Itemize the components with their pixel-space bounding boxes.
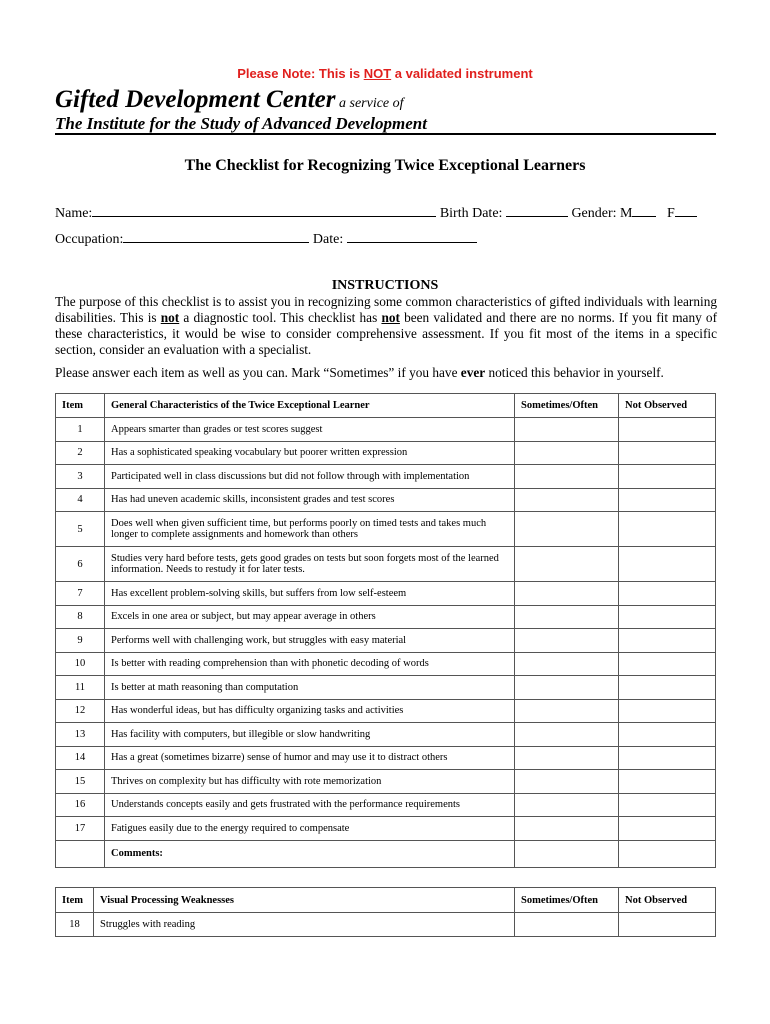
item-number: 8 — [56, 605, 105, 629]
table-row — [56, 547, 716, 582]
item-header: Item — [56, 888, 94, 913]
sometimes-checkbox-cell[interactable] — [515, 817, 619, 841]
comments-row — [56, 840, 716, 867]
item-number: 6 — [56, 547, 105, 582]
not-observed-checkbox-cell[interactable] — [619, 817, 716, 841]
instructions-paragraph: The purpose of this checklist is to assist you in recognizing some common characteristics of gifted individuals with learning disabilities. This is not a diagnostic tool. This checklist has not been validated and there are no norms. If you fit many of these characteristics, it would be wise to consider comprehensive assessment. If you fit most of the items in a specific section, consider an evaluation with a specialist. — [55, 294, 717, 357]
item-text: Thrives on complexity but has difficulty with rote memorization — [105, 770, 515, 794]
item-text: Understands concepts easily and gets frustrated with the performance requirements — [105, 793, 515, 817]
item-text: Participated well in class discussions but did not follow through with implementation — [105, 465, 515, 489]
item-number: 3 — [56, 465, 105, 489]
not-observed-checkbox-cell[interactable] — [619, 746, 716, 770]
general-characteristics-table — [55, 393, 716, 868]
sometimes-checkbox-cell[interactable] — [515, 582, 619, 606]
table-row — [56, 488, 716, 512]
table-row — [56, 676, 716, 700]
table-row — [56, 770, 716, 794]
not-observed-checkbox-cell[interactable] — [619, 629, 716, 653]
sometimes-checkbox-cell[interactable] — [515, 652, 619, 676]
item-number: 17 — [56, 817, 105, 841]
not-observed-checkbox-cell[interactable] — [619, 465, 716, 489]
not-observed-header: Not Observed — [619, 394, 716, 418]
sometimes-checkbox-cell[interactable] — [515, 770, 619, 794]
table-row — [56, 441, 716, 465]
birth-date-field[interactable] — [506, 203, 568, 217]
item-text: Has facility with computers, but illegible or slow handwriting — [105, 723, 515, 747]
table-row — [56, 723, 716, 747]
not-observed-checkbox-cell[interactable] — [619, 512, 716, 547]
item-number: 14 — [56, 746, 105, 770]
table-row — [56, 699, 716, 723]
checklist-title: The Checklist for Recognizing Twice Exceptional Learners — [184, 157, 586, 174]
item-number: 11 — [56, 676, 105, 700]
item-text: Has excellent problem-solving skills, but suffers from low self-esteem — [105, 582, 515, 606]
item-text: Excels in one area or subject, but may appear average in others — [105, 605, 515, 629]
item-text: Performs well with challenging work, but struggles with easy material — [105, 629, 515, 653]
item-number: 4 — [56, 488, 105, 512]
item-number: 7 — [56, 582, 105, 606]
table-row — [56, 465, 716, 489]
not-observed-checkbox-cell[interactable] — [619, 770, 716, 794]
organization-heading — [55, 86, 404, 114]
item-text: Has a great (sometimes bizarre) sense of humor and may use it to distract others — [105, 746, 515, 770]
service-of-text: a service of — [335, 96, 404, 111]
item-number: 9 — [56, 629, 105, 653]
sometimes-checkbox-cell[interactable] — [515, 465, 619, 489]
not-observed-checkbox-cell[interactable] — [619, 547, 716, 582]
item-header: Item — [56, 394, 105, 418]
item-number: 18 — [56, 913, 94, 937]
not-observed-checkbox-cell[interactable] — [619, 582, 716, 606]
not-observed-header: Not Observed — [619, 888, 716, 913]
instructions-heading: INSTRUCTIONS — [331, 278, 439, 293]
item-number: 15 — [56, 770, 105, 794]
table-header-row — [56, 888, 716, 913]
not-observed-checkbox-cell[interactable] — [619, 488, 716, 512]
institute-name: The Institute for the Study of Advanced Development — [55, 114, 427, 133]
organization-name: Gifted Development Center — [55, 86, 336, 113]
answer-instruction: Please answer each item as well as you can. Mark “Sometimes” if you have ever noticed this behavior in yourself. — [55, 365, 664, 380]
section-header: Visual Processing Weaknesses — [94, 888, 515, 913]
disclaimer-notice: Please Note: This is NOT a validated instrument — [237, 66, 533, 81]
item-text: Has a sophisticated speaking vocabulary but poorer written expression — [105, 441, 515, 465]
header-rule — [55, 133, 716, 135]
table-row — [56, 817, 716, 841]
not-observed-checkbox-cell[interactable] — [619, 793, 716, 817]
item-text: Appears smarter than grades or test scores suggest — [105, 418, 515, 442]
not-observed-checkbox-cell[interactable] — [619, 652, 716, 676]
item-text: Has wonderful ideas, but has difficulty organizing tasks and activities — [105, 699, 515, 723]
sometimes-checkbox-cell[interactable] — [515, 913, 619, 937]
item-number: 1 — [56, 418, 105, 442]
comments-label: Comments: — [105, 840, 515, 867]
item-number: 2 — [56, 441, 105, 465]
not-observed-checkbox-cell[interactable] — [619, 605, 716, 629]
comments-cell[interactable] — [515, 840, 619, 867]
table-row — [56, 913, 716, 937]
occupation-field[interactable] — [123, 229, 309, 243]
sometimes-checkbox-cell[interactable] — [515, 629, 619, 653]
table-row — [56, 629, 716, 653]
table-row — [56, 746, 716, 770]
not-observed-checkbox-cell[interactable] — [619, 441, 716, 465]
sometimes-checkbox-cell[interactable] — [515, 512, 619, 547]
sometimes-checkbox-cell[interactable] — [515, 488, 619, 512]
item-text: Is better at math reasoning than computation — [105, 676, 515, 700]
sometimes-header: Sometimes/Often — [515, 888, 619, 913]
not-emphasis: NOT — [363, 66, 392, 81]
table-row — [56, 652, 716, 676]
sometimes-checkbox-cell[interactable] — [515, 699, 619, 723]
not-observed-checkbox-cell[interactable] — [619, 699, 716, 723]
sometimes-checkbox-cell[interactable] — [515, 547, 619, 582]
sometimes-header: Sometimes/Often — [515, 394, 619, 418]
not-observed-checkbox-cell[interactable] — [619, 723, 716, 747]
table-row — [56, 605, 716, 629]
item-number: 12 — [56, 699, 105, 723]
occupation-line: Occupation: Date: — [55, 229, 477, 248]
table-row — [56, 582, 716, 606]
gender-f-field[interactable] — [675, 203, 697, 217]
date-field[interactable] — [347, 229, 477, 243]
name-line: Name: Birth Date: Gender: M F — [55, 203, 697, 222]
sometimes-checkbox-cell[interactable] — [515, 676, 619, 700]
visual-processing-table — [55, 887, 716, 937]
sometimes-checkbox-cell[interactable] — [515, 605, 619, 629]
section-header: General Characteristics of the Twice Exceptional Learner — [105, 394, 515, 418]
name-field[interactable] — [92, 203, 436, 217]
item-text: Does well when given sufficient time, but performs poorly on timed tests and takes much longer to complete assignments and homework than others — [105, 512, 515, 547]
item-number: 16 — [56, 793, 105, 817]
table-row — [56, 418, 716, 442]
sometimes-checkbox-cell[interactable] — [515, 723, 619, 747]
comments-cell[interactable] — [619, 840, 716, 867]
item-text: Fatigues easily due to the energy required to compensate — [105, 817, 515, 841]
sometimes-checkbox-cell[interactable] — [515, 441, 619, 465]
item-text: Is better with reading comprehension than with phonetic decoding of words — [105, 652, 515, 676]
gender-m-field[interactable] — [632, 203, 656, 217]
item-text: Has had uneven academic skills, inconsistent grades and test scores — [105, 488, 515, 512]
table-header-row — [56, 394, 716, 418]
not-observed-checkbox-cell[interactable] — [619, 418, 716, 442]
item-text: Studies very hard before tests, gets good grades on tests but soon forgets most of the learned information. Needs to restudy it for later tests. — [105, 547, 515, 582]
item-number: 13 — [56, 723, 105, 747]
item-number: 5 — [56, 512, 105, 547]
sometimes-checkbox-cell[interactable] — [515, 418, 619, 442]
not-observed-checkbox-cell[interactable] — [619, 676, 716, 700]
table-row — [56, 793, 716, 817]
sometimes-checkbox-cell[interactable] — [515, 746, 619, 770]
table-row — [56, 512, 716, 547]
item-number: 10 — [56, 652, 105, 676]
sometimes-checkbox-cell[interactable] — [515, 793, 619, 817]
not-observed-checkbox-cell[interactable] — [619, 913, 716, 937]
item-text: Struggles with reading — [94, 913, 515, 937]
